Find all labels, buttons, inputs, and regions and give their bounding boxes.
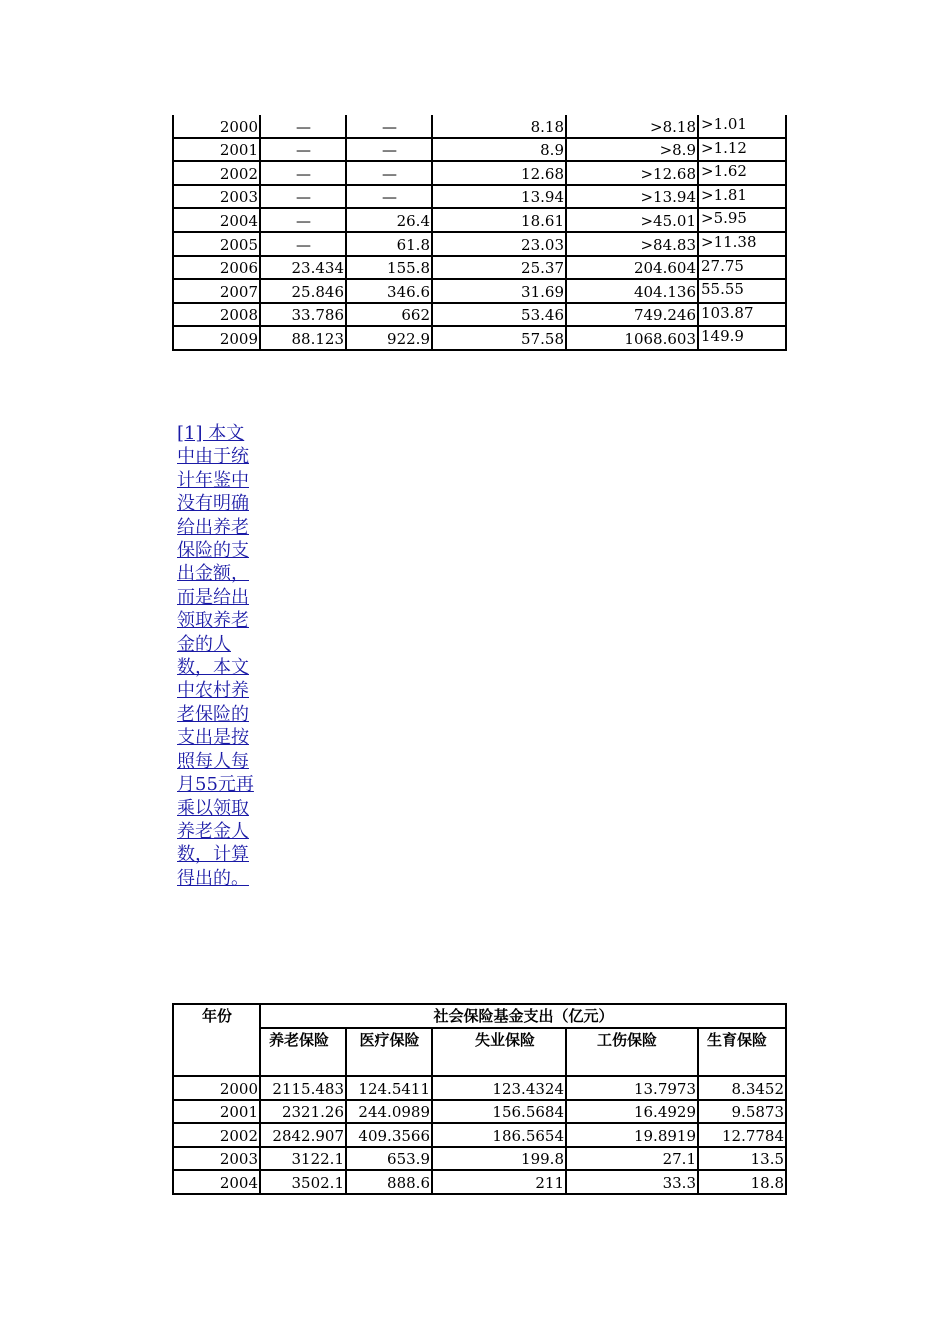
table-cell: 2009 — [173, 326, 260, 350]
table-cell: 27.1 — [566, 1147, 698, 1171]
table-cell: 2004 — [173, 208, 260, 232]
table-cell: 12.68 — [432, 161, 566, 185]
table-cell: 23.03 — [432, 232, 566, 256]
table-cell: 199.8 — [432, 1147, 566, 1171]
group-header: 社会保险基金支出（亿元） — [260, 1004, 786, 1028]
table-cell: 13.94 — [432, 185, 566, 209]
table-cell: >12.68 — [566, 161, 698, 185]
table-cell: 653.9 — [346, 1147, 432, 1171]
table-row — [173, 232, 786, 256]
table-cell: — — [260, 185, 346, 209]
table-cell: >1.62 — [698, 161, 786, 185]
table-cell: >1.12 — [698, 138, 786, 162]
table-cell: 2006 — [173, 256, 260, 280]
table-row — [173, 1123, 786, 1147]
table-cell: 922.9 — [346, 326, 432, 350]
table-cell: 2007 — [173, 279, 260, 303]
table-cell: 8.18 — [432, 115, 566, 138]
table-cell: 13.5 — [698, 1147, 786, 1171]
table-cell: 404.136 — [566, 279, 698, 303]
table-cell: 211 — [432, 1170, 566, 1194]
table-cell: — — [260, 208, 346, 232]
table-cell: 156.5684 — [432, 1100, 566, 1124]
table-cell: 18.8 — [698, 1170, 786, 1194]
social-insurance-expenditure-table — [172, 1003, 787, 1195]
table-cell: 186.5654 — [432, 1123, 566, 1147]
table-cell: >45.01 — [566, 208, 698, 232]
table-cell: — — [346, 138, 432, 162]
table-cell: 53.46 — [432, 303, 566, 327]
table-cell: 124.5411 — [346, 1076, 432, 1100]
header-row-2 — [173, 1028, 786, 1076]
table-cell: 88.123 — [260, 326, 346, 350]
table-cell: 57.58 — [432, 326, 566, 350]
table-cell: 26.4 — [346, 208, 432, 232]
table-cell: 2002 — [173, 161, 260, 185]
table-cell: 662 — [346, 303, 432, 327]
column-header-pension: 养老保险 — [260, 1028, 346, 1076]
table-cell: — — [260, 161, 346, 185]
table-cell: 2003 — [173, 185, 260, 209]
table-cell: 19.8919 — [566, 1123, 698, 1147]
table-cell: 888.6 — [346, 1170, 432, 1194]
table-cell: 2842.907 — [260, 1123, 346, 1147]
table-cell: 18.61 — [432, 208, 566, 232]
table-cell: >8.9 — [566, 138, 698, 162]
table-cell: — — [346, 115, 432, 138]
table-cell: 23.434 — [260, 256, 346, 280]
column-header-unemployment: 失业保险 — [432, 1028, 566, 1076]
table-cell: >84.83 — [566, 232, 698, 256]
table-cell: 2000 — [173, 115, 260, 138]
table-row — [173, 115, 786, 138]
table-cell: >11.38 — [698, 232, 786, 256]
table-cell: >1.81 — [698, 185, 786, 209]
table-cell: 8.9 — [432, 138, 566, 162]
table-row — [173, 279, 786, 303]
table-row — [173, 1147, 786, 1171]
table-cell: 12.7784 — [698, 1123, 786, 1147]
table-cell: 149.9 — [698, 326, 786, 350]
column-header-maternity: 生育保险 — [698, 1028, 786, 1076]
table-cell: >1.01 — [698, 115, 786, 138]
table-cell: 749.246 — [566, 303, 698, 327]
table-row — [173, 1100, 786, 1124]
table-cell: >8.18 — [566, 115, 698, 138]
table-cell: — — [260, 115, 346, 138]
table-cell: >5.95 — [698, 208, 786, 232]
table-cell: 2003 — [173, 1147, 260, 1171]
table-cell: — — [346, 161, 432, 185]
table-cell: 123.4324 — [432, 1076, 566, 1100]
table-cell: 155.8 — [346, 256, 432, 280]
table-cell: 3502.1 — [260, 1170, 346, 1194]
table-cell: 2321.26 — [260, 1100, 346, 1124]
table-cell: 27.75 — [698, 256, 786, 280]
table-row — [173, 256, 786, 280]
table-cell: 61.8 — [346, 232, 432, 256]
table-cell: 16.4929 — [566, 1100, 698, 1124]
table-cell: 3122.1 — [260, 1147, 346, 1171]
table-cell: 31.69 — [432, 279, 566, 303]
table-cell: 2004 — [173, 1170, 260, 1194]
column-header-work-injury: 工伤保险 — [566, 1028, 698, 1076]
table-cell: 2000 — [173, 1076, 260, 1100]
table-cell: 33.3 — [566, 1170, 698, 1194]
table-row — [173, 138, 786, 162]
table-cell: 55.55 — [698, 279, 786, 303]
table-row — [173, 1170, 786, 1194]
table-cell: 346.6 — [346, 279, 432, 303]
table-cell: 2001 — [173, 1100, 260, 1124]
table-cell: — — [260, 138, 346, 162]
table-row — [173, 1076, 786, 1100]
table-cell: — — [346, 185, 432, 209]
table-cell: 1068.603 — [566, 326, 698, 350]
column-header-medical: 医疗保险 — [346, 1028, 432, 1076]
table-cell: 2005 — [173, 232, 260, 256]
year-header: 年份 — [173, 1004, 260, 1076]
table-cell: 9.5873 — [698, 1100, 786, 1124]
table-cell: 244.0989 — [346, 1100, 432, 1124]
header-row-1 — [173, 1004, 786, 1028]
table-cell: 33.786 — [260, 303, 346, 327]
table-row — [173, 326, 786, 350]
table-row — [173, 161, 786, 185]
table-row — [173, 303, 786, 327]
table-cell: 25.846 — [260, 279, 346, 303]
table-cell: 13.7973 — [566, 1076, 698, 1100]
pension-expenditure-table — [172, 115, 787, 351]
footnote-link[interactable]: [1] 本文中由于统计年鉴中没有明确给出养老保险的支出金额，而是给出领取养老金的人数，本文中农村养老保险的支出是按照每人每月55元再乘以领取养老金人数，计算得出的。 — [177, 423, 254, 889]
table-cell: — — [260, 232, 346, 256]
table-cell: 2115.483 — [260, 1076, 346, 1100]
table-cell: 25.37 — [432, 256, 566, 280]
table-cell: >13.94 — [566, 185, 698, 209]
table-cell: 103.87 — [698, 303, 786, 327]
table-cell: 204.604 — [566, 256, 698, 280]
table-cell: 409.3566 — [346, 1123, 432, 1147]
table-cell: 2001 — [173, 138, 260, 162]
table-cell: 8.3452 — [698, 1076, 786, 1100]
table-cell: 2008 — [173, 303, 260, 327]
table-row — [173, 208, 786, 232]
table-row — [173, 185, 786, 209]
table-cell: 2002 — [173, 1123, 260, 1147]
